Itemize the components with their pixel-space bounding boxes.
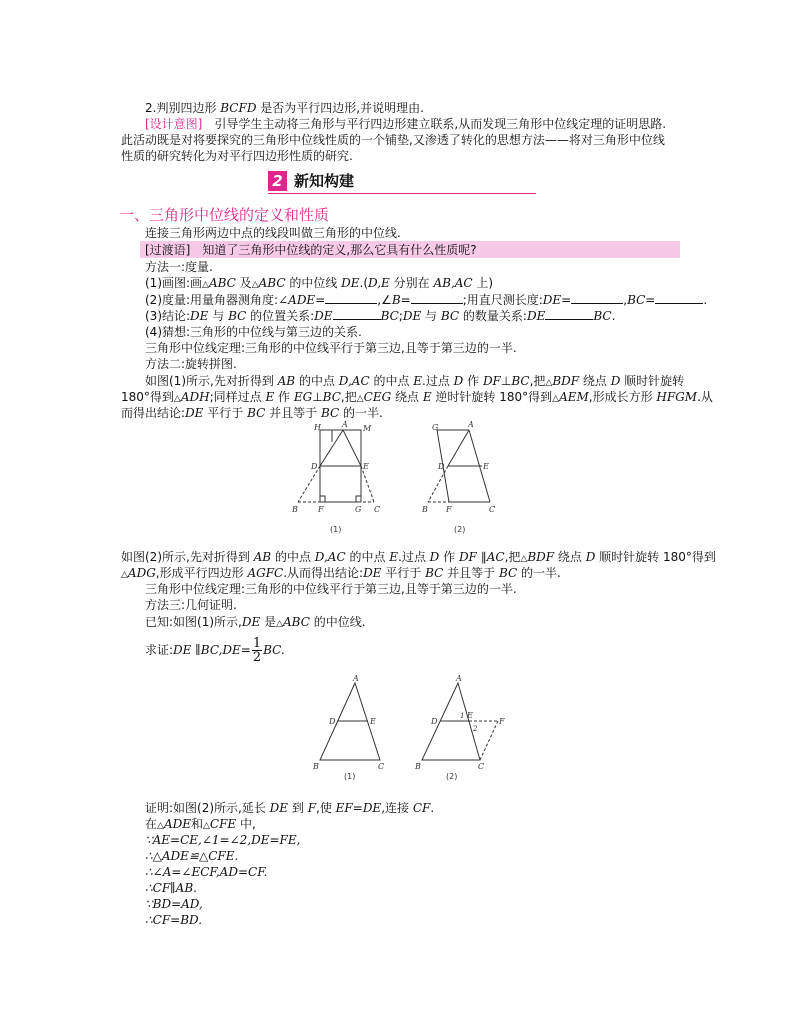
method3-title: 方法三:几何证明. <box>145 598 237 612</box>
design-intent-tag: [设计意图] <box>145 117 203 131</box>
label-a: A <box>468 420 474 429</box>
label-d: D <box>431 717 438 726</box>
blank-length-de[interactable] <box>571 292 623 304</box>
method2-para1-line3: 而得出结论:DE 平行于 BC 并且等于 BC 的一半. <box>121 406 383 420</box>
blank-length-bc[interactable] <box>655 292 703 304</box>
angle-1-label: 1 <box>460 712 465 720</box>
method2-para2-line2: △ADG,形成平行四边形 AGFC.从而得出结论:DE 平行于 BC 并且等于 BC 的一半. <box>121 566 561 580</box>
question-2: 2.判别四边形 BCFD 是否为平行四边形,并说明理由. <box>145 101 424 115</box>
blank-quantity-relation[interactable] <box>545 308 593 320</box>
figure-triangle-midline <box>310 675 390 785</box>
blank-position-relation[interactable] <box>333 308 381 320</box>
label-d: D <box>329 717 336 726</box>
proof-line-1: 在△ADE和△CFE 中, <box>145 817 256 831</box>
figure-caption: (1) <box>344 772 356 781</box>
label-d: D <box>438 462 445 471</box>
proof-line-2: ∵AE=CE,∠1=∠2,DE=FE, <box>145 833 301 847</box>
method2-para2-line1: 如图(2)所示,先对折得到 AB 的中点 D,AC 的中点 E.过点 D 作 DF ∥AC,把△BDF 绕点 D 顺时针旋转 180°得到 <box>121 550 716 564</box>
label-f: F <box>446 505 452 514</box>
theorem-statement-1: 三角形中位线定理:三角形的中位线平行于第三边,且等于第三边的一半. <box>145 341 517 355</box>
label-e: E <box>467 711 473 720</box>
label-e: E <box>370 717 376 726</box>
figure-rotation-parallelogram <box>420 420 510 538</box>
label-b: B <box>313 762 319 771</box>
blank-angle-ade[interactable] <box>325 292 377 304</box>
label-a: A <box>353 675 359 683</box>
label-e: E <box>363 462 369 471</box>
method2-para1-line2: 180°得到△ADH;同样过点 E 作 EG⊥BC,把△CEG 绕点 E 逆时针旋转 180°得到△AEM,形成长方形 HFGM.从 <box>121 390 713 404</box>
label-a: A <box>342 420 348 429</box>
figure-triangle-extended <box>410 675 510 785</box>
heading-midline-definition: 一、三角形中位线的定义和性质 <box>119 206 330 224</box>
given-statement: 已知:如图(1)所示,DE 是△ABC 的中位线. <box>145 615 366 629</box>
design-intent-line-2: 此活动既是对将要探究的三角形中位线性质的一个铺垫,又渗透了转化的思想方法——将对三角形中位线 <box>121 133 665 147</box>
label-c: C <box>489 505 496 514</box>
prove-statement: 求证:DE ∥BC,DE= $\frac{1}{2}$ BC. <box>145 636 285 665</box>
label-m: M <box>363 424 372 433</box>
section-header <box>268 171 536 194</box>
label-b: B <box>415 762 421 771</box>
label-g: G <box>355 505 362 514</box>
fraction-one-half: $\frac{1}{2}$ <box>252 636 262 665</box>
proof-line-3: ∴△ADE≌△CFE. <box>145 849 239 863</box>
method1-step1: (1)画图:画△ABC 及△ABC 的中位线 DE.(D,E 分别在 AB,AC 上) <box>145 276 494 290</box>
label-f: F <box>499 717 505 726</box>
proof-line-7: ∴CF=BD. <box>145 913 203 927</box>
method1-step2: (2)度量:用量角器测角度:∠ADE= ,∠B= ;用直尺测长度:DE= ,BC= . <box>145 293 708 307</box>
proof-line-6: ∵BD=AD, <box>145 897 203 911</box>
label-c: C <box>478 762 485 771</box>
label-g: G <box>432 423 439 432</box>
method1-title: 方法一:度量. <box>145 260 213 274</box>
label-b: B <box>292 505 298 514</box>
figure-caption: (2) <box>454 525 466 534</box>
label-d: D <box>311 462 318 471</box>
definition-text: 连接三角形两边中点的线段叫做三角形的中位线. <box>145 226 401 240</box>
figure-caption: (1) <box>330 525 342 534</box>
method1-step4: (4)猜想:三角形的中位线与第三边的关系. <box>145 325 362 339</box>
method2-title: 方法二:旋转拼图. <box>145 357 237 371</box>
theorem-statement-2: 三角形中位线定理:三角形的中位线平行于第三边,且等于第三边的一半. <box>145 582 517 596</box>
figure-caption: (2) <box>446 772 458 781</box>
design-intent-line-3: 性质的研究转化为对平行四边形性质的研究. <box>121 149 353 163</box>
proof-line-4: ∴∠A=∠ECF,AD=CF. <box>145 865 268 879</box>
label-a: A <box>456 675 462 683</box>
proof-line-0: 证明:如图(2)所示,延长 DE 到 F,使 EF=DE,连接 CF. <box>145 801 435 815</box>
section-title: 新知构建 <box>294 172 355 190</box>
figure-rotation-rectangle <box>286 420 386 538</box>
method2-para1-line1: 如图(1)所示,先对折得到 AB 的中点 D,AC 的中点 E.过点 D 作 DF⊥BC,把△BDF 绕点 D 顺时针旋转 <box>145 374 685 388</box>
method1-step3: (3)结论:DE 与 BC 的位置关系:DE BC;DE 与 BC 的数量关系:DE BC. <box>145 309 616 323</box>
blank-angle-b[interactable] <box>411 292 463 304</box>
label-f: F <box>318 505 324 514</box>
section-number: 2 <box>268 171 287 191</box>
transition-text: [过渡语] 知道了三角形中位线的定义,那么它具有什么性质呢? <box>145 243 477 257</box>
label-c: C <box>374 505 381 514</box>
label-e: E <box>483 462 489 471</box>
label-c: C <box>378 762 385 771</box>
label-b: B <box>422 505 428 514</box>
label-h: H <box>314 423 321 432</box>
angle-2-label: 2 <box>473 725 478 733</box>
proof-line-5: ∴CF∥AB. <box>145 881 197 895</box>
design-intent-line-1: [设计意图] 引导学生主动将三角形与平行四边形建立联系,从而发现三角形中位线定理的证明思路. <box>145 117 667 131</box>
